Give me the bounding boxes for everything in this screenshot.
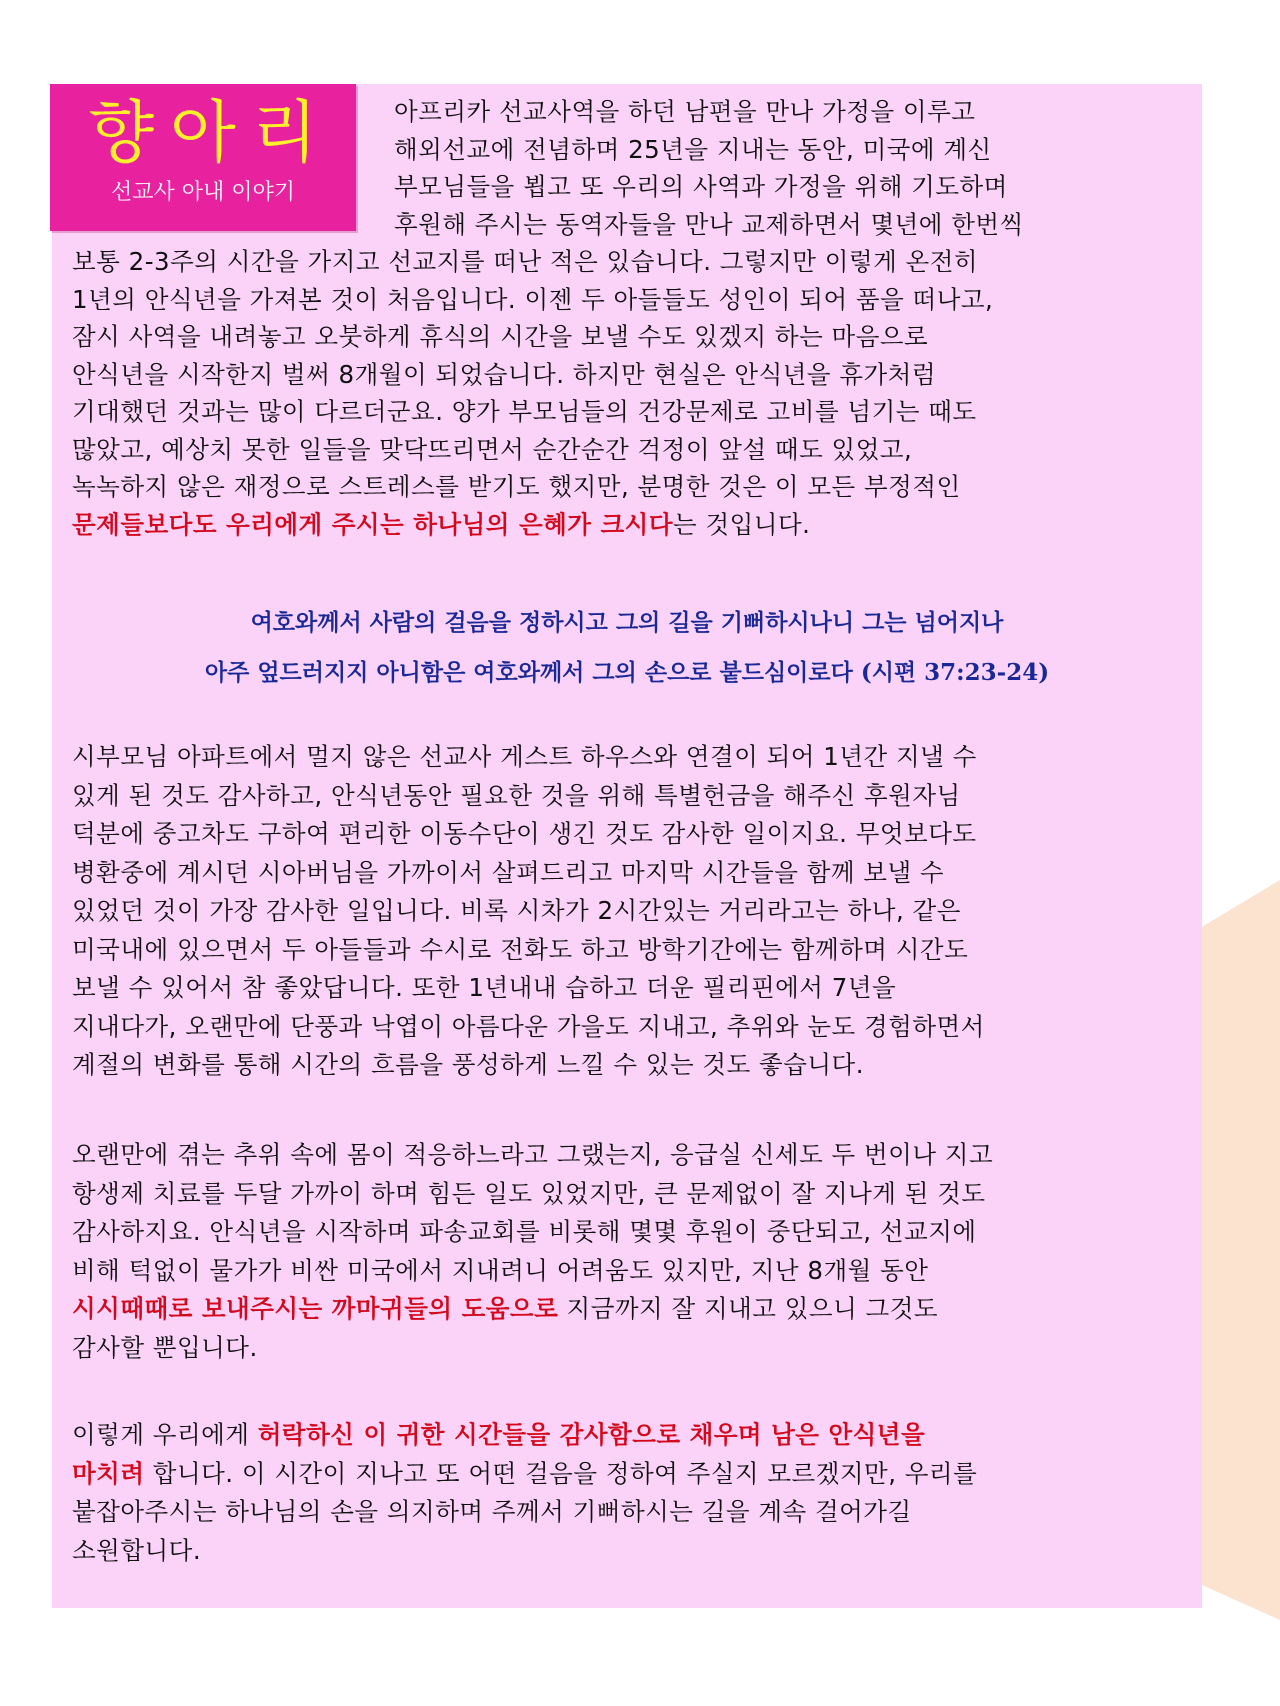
intro-paragraph xyxy=(72,93,1192,543)
text-line: 항생제 치료를 두달 가까이 하며 힘든 일도 있었지만, 큰 문제없이 잘 지나게 된 것도 xyxy=(72,1178,986,1208)
text-line-with-highlight xyxy=(72,506,1192,544)
text-line: 병환중에 계시던 시아버님을 가까이서 살펴드리고 마지막 시간들을 함께 보낼 수 xyxy=(72,857,945,887)
text-line: 오랜만에 겪는 추위 속에 몸이 적응하느라고 그랬는지, 응급실 신세도 두 번이나 지고 xyxy=(72,1140,994,1169)
text-fragment: 이렇게 우리에게 xyxy=(72,1420,258,1449)
column-subtitle: 선교사 아내 이야기 xyxy=(110,180,295,205)
text-line-with-highlight xyxy=(72,1290,1192,1329)
text-line: 붙잡아주시는 하나님의 손을 의지하며 주께서 기뻐하시는 길을 계속 걸어가길 xyxy=(72,1497,912,1526)
text-line-with-highlight xyxy=(72,1455,1192,1494)
text-line-with-highlight xyxy=(72,1416,1192,1455)
text-line: 소원합니다. xyxy=(72,1535,202,1565)
text-line: 있게 된 것도 감사하고, 안식년동안 필요한 것을 위해 특별헌금을 해주신 후원자님 xyxy=(72,780,961,810)
text-line: 덕분에 중고차도 구하여 편리한 이동수단이 생긴 것도 감사한 일이지요. 무엇보다도 xyxy=(72,819,977,848)
text-line: 있었던 것이 가장 감사한 일입니다. 비록 시차가 2시간있는 거리라고는 하나, 같은 xyxy=(72,896,961,925)
text-line: 감사할 뿐입니다. xyxy=(72,1332,258,1362)
text-line: 미국내에 있으면서 두 아들들과 수시로 전화도 하고 방학기간에는 함께하며 시간도 xyxy=(72,934,969,964)
paragraph-2 xyxy=(72,738,1192,1085)
highlighted-phrase: 문제들보다도 우리에게 주시는 하나님의 은혜가 크시다 xyxy=(72,509,673,539)
text-line: 계절의 변화를 통해 시간의 흐름을 풍성하게 느낄 수 있는 것도 좋습니다. xyxy=(72,1050,865,1079)
bible-verse-line-2: 아주 엎드러지지 아니함은 여호와께서 그의 손으로 붙드심이로다 (시편 37:23-24) xyxy=(204,659,1050,686)
text-line: 보통 2-3주의 시간을 가지고 선교지를 떠난 적은 있습니다. 그렇지만 이렇게 온전히 xyxy=(72,247,979,276)
text-line: 기대했던 것과는 많이 다르더군요. 양가 부모님들의 건강문제로 고비를 넘기는 때도 xyxy=(72,397,977,426)
text-line: 지내다가, 오랜만에 단풍과 낙엽이 아름다운 가을도 지내고, 추위와 눈도 경험하면서 xyxy=(72,1011,985,1041)
text-line: 잠시 사역을 내려놓고 오붓하게 휴식의 시간을 보낼 수도 있겠지 하는 마음으로 xyxy=(72,322,929,351)
text-line: 시부모님 아파트에서 멀지 않은 선교사 게스트 하우스와 연결이 되어 1년간 지낼 수 xyxy=(72,742,977,771)
text-line: 안식년을 시작한지 벌써 8개월이 되었습니다. 하지만 현실은 안식년을 휴가처럼 xyxy=(72,359,937,389)
highlighted-phrase: 마치려 xyxy=(72,1458,145,1488)
text-line: 녹녹하지 않은 재정으로 스트레스를 받기도 했지만, 분명한 것은 이 모든 부정적인 xyxy=(72,472,961,501)
text-line: 감사하지요. 안식년을 시작하며 파송교회를 비롯해 몇몇 후원이 중단되고, 선교지에 xyxy=(72,1217,977,1246)
highlighted-phrase: 허락하신 이 귀한 시간들을 감사함으로 채우며 남은 안식년을 xyxy=(257,1420,926,1449)
paragraph-3 xyxy=(72,1136,1192,1367)
text-line: 1년의 안식년을 가져본 것이 처음입니다. 이젠 두 아들들도 성인이 되어 품을 떠나고, xyxy=(72,284,994,314)
text-line: 부모님들을 뵙고 또 우리의 사역과 가정을 위해 기도하며 xyxy=(394,172,1008,201)
paragraph-4 xyxy=(72,1416,1192,1570)
text-line: 아프리카 선교사역을 하던 남편을 만나 가정을 이루고 xyxy=(394,97,976,126)
text-line: 후원해 주시는 동역자들을 만나 교제하면서 몇년에 한번씩 xyxy=(394,209,1024,239)
bible-verse-line-1: 여호와께서 사람의 걸음을 정하시고 그의 길을 기뻐하시나니 그는 넘어지나 xyxy=(250,609,1004,636)
text-line: 해외선교에 전념하며 25년을 지내는 동안, 미국에 계신 xyxy=(394,134,992,164)
highlighted-phrase: 시시때때로 보내주시는 까마귀들의 도움으로 xyxy=(72,1294,559,1323)
column-title: 향아리 xyxy=(88,94,334,173)
text-fragment: 합니다. 이 시간이 지나고 또 어떤 걸음을 정하여 주실지 모르겠지만, 우리를 xyxy=(144,1458,978,1488)
text-fragment: 지금까지 잘 지내고 있으니 그것도 xyxy=(558,1294,939,1323)
text-fragment: 는 것입니다. xyxy=(673,509,811,539)
text-line: 많았고, 예상치 못한 일들을 맞닥뜨리면서 순간순간 걱정이 앞설 때도 있었고, xyxy=(72,434,913,464)
text-line: 보낼 수 있어서 참 좋았답니다. 또한 1년내내 습하고 더운 필리핀에서 7년을 xyxy=(72,973,897,1002)
text-line: 비해 턱없이 물가가 비싼 미국에서 지내려니 어려움도 있지만, 지난 8개월 동안 xyxy=(72,1255,929,1285)
